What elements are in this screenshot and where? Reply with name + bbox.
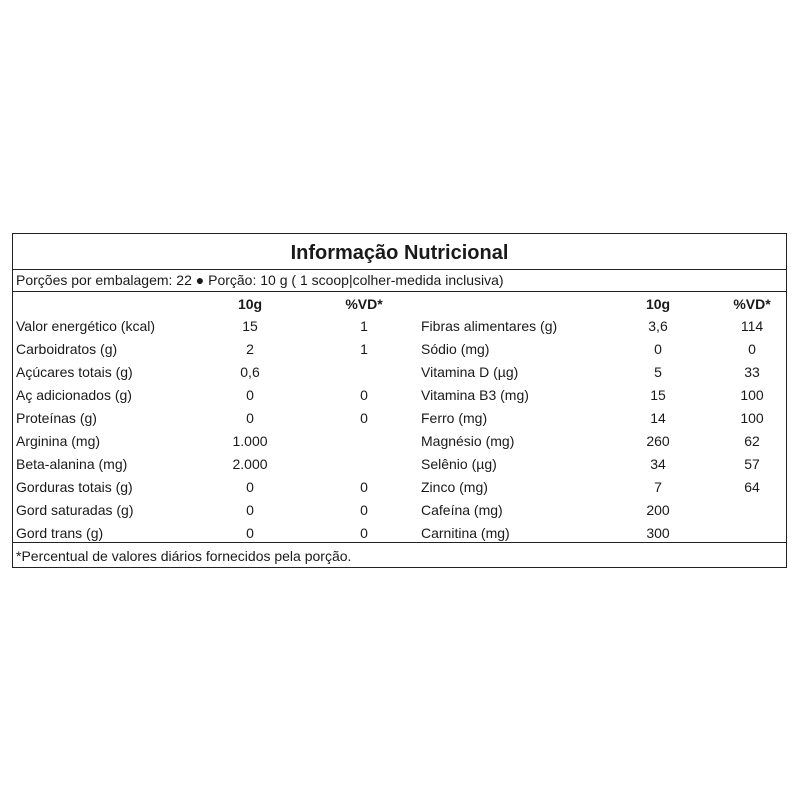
left-row-amount: 2 [246,341,254,357]
left-row-name: Beta-alanina (mg) [16,456,128,472]
right-row-name: Sódio (mg) [421,341,490,357]
right-row-dv: 62 [744,433,760,449]
left-row-dv: 1 [360,318,368,334]
right-row-amount: 300 [646,525,670,541]
left-amount-header: 10g [237,296,263,312]
left-row-dv: 0 [360,525,368,541]
left-row-name: Carboidratos (g) [16,341,118,357]
right-row-dv: 33 [744,364,760,380]
footnote: *Percentual de valores diários fornecidos pela porção. [16,548,352,564]
label-title: Informação Nutricional [290,242,509,264]
right-row-name: Selênio (µg) [421,456,497,472]
left-row-amount: 0 [246,410,254,426]
right-row-dv: 64 [744,479,760,495]
left-row-amount: 1.000 [232,433,268,449]
right-row-name: Vitamina B3 (mg) [421,387,529,403]
left-row-name: Aç adicionados (g) [16,387,132,403]
left-row-amount: 0 [246,525,254,541]
right-row-amount: 5 [654,364,662,380]
left-row-name: Valor energético (kcal) [16,318,156,334]
left-row-amount: 2.000 [232,456,268,472]
right-row-name: Carnitina (mg) [421,525,510,541]
left-row-dv: 0 [360,502,368,518]
right-row-amount: 15 [650,387,666,403]
serving-info: Porções por embalagem: 22 ● Porção: 10 g ( 1 scoop|colher-medida inclusiva) [16,272,504,288]
left-row-name: Gord trans (g) [16,525,104,541]
right-row-name: Cafeína (mg) [421,502,503,518]
right-row-amount: 3,6 [648,318,668,334]
left-row-amount: 0,6 [240,364,260,380]
right-row-dv: 114 [740,318,764,334]
left-row-amount: 0 [246,387,254,403]
nutrition-facts-label [12,233,787,568]
divider-header [13,291,786,292]
right-row-dv: 57 [744,456,760,472]
right-amount-header: 10g [645,296,671,312]
divider-footnote [13,542,786,543]
left-dv-header: %VD* [345,296,383,312]
right-dv-header: %VD* [733,296,771,312]
right-row-amount: 7 [654,479,662,495]
left-row-name: Arginina (mg) [16,433,101,449]
right-row-name: Zinco (mg) [421,479,488,495]
left-row-amount: 0 [246,502,254,518]
right-row-name: Magnésio (mg) [421,433,515,449]
left-row-dv: 0 [360,410,368,426]
right-row-dv: 100 [740,410,764,426]
right-row-amount: 14 [650,410,666,426]
right-row-name: Ferro (mg) [421,410,488,426]
right-row-amount: 0 [654,341,662,357]
left-row-amount: 0 [246,479,254,495]
left-row-name: Gord saturadas (g) [16,502,134,518]
right-row-name: Fibras alimentares (g) [421,318,558,334]
right-row-amount: 34 [650,456,666,472]
left-row-amount: 15 [242,318,258,334]
left-row-dv: 1 [360,341,368,357]
right-row-dv: 0 [748,341,756,357]
left-row-name: Açúcares totais (g) [16,364,133,380]
left-row-name: Proteínas (g) [16,410,97,426]
left-row-dv: 0 [360,479,368,495]
right-row-name: Vitamina D (µg) [421,364,519,380]
right-row-amount: 200 [646,502,670,518]
right-row-dv: 100 [740,387,764,403]
left-row-name: Gorduras totais (g) [16,479,133,495]
left-row-dv: 0 [360,387,368,403]
right-row-amount: 260 [646,433,670,449]
